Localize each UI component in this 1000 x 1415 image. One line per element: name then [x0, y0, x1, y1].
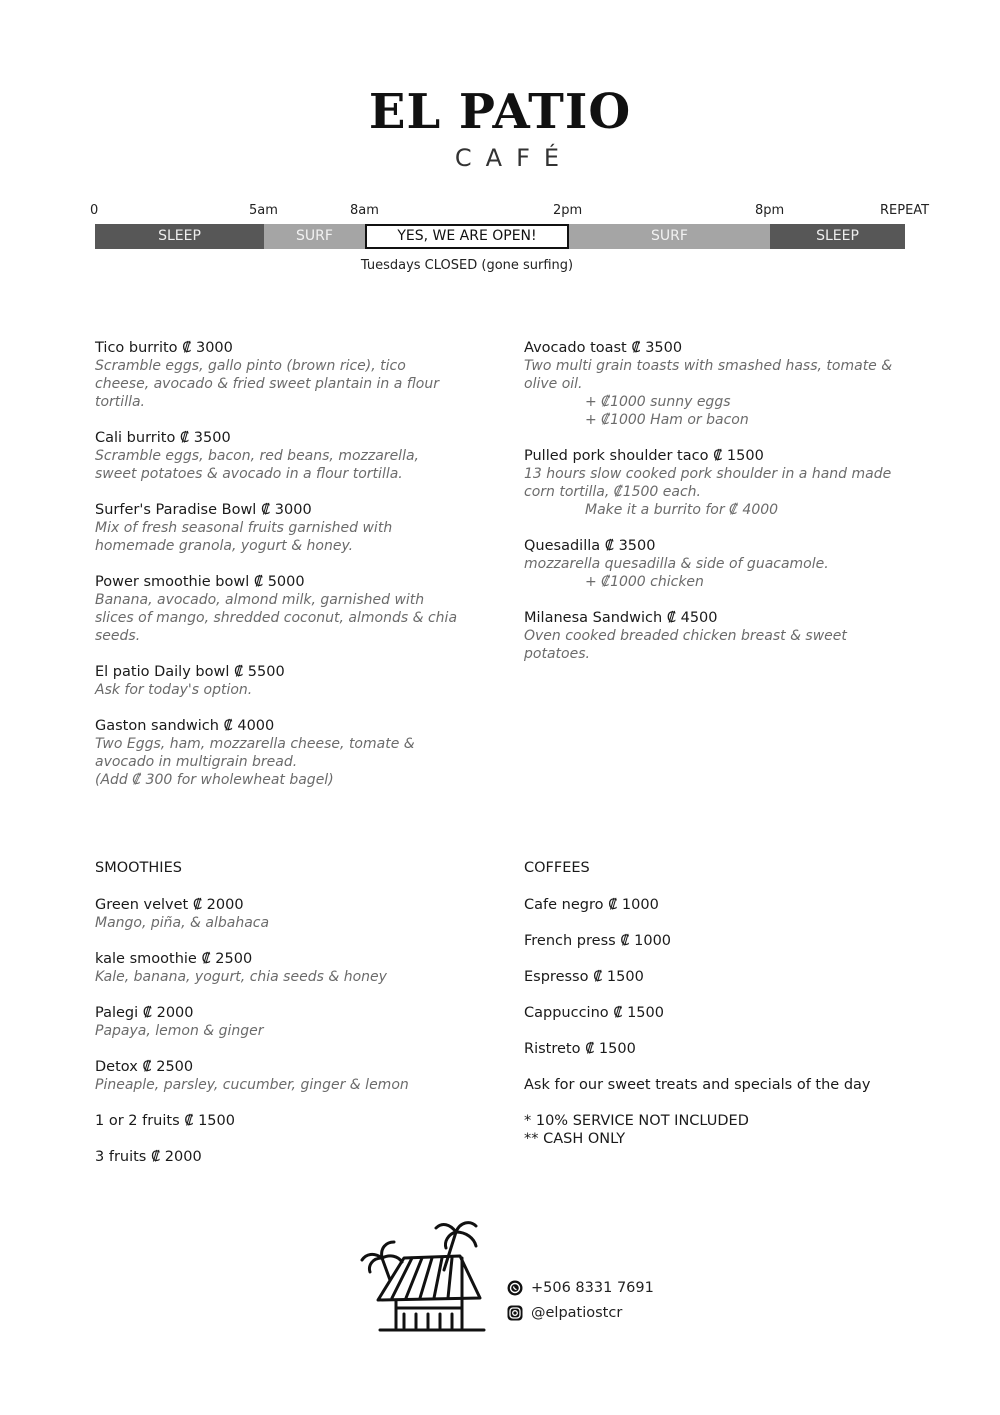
segment-surf-afternoon: SURF — [569, 224, 770, 249]
item-desc: seeds. — [95, 628, 141, 644]
whatsapp-icon — [507, 1280, 523, 1296]
smoothie-item — [95, 1148, 480, 1166]
item-name: Cali burrito ₡ 3500 — [95, 430, 231, 446]
item-name: Milanesa Sandwich ₡ 4500 — [524, 610, 718, 626]
item-name: Green velvet ₡ 2000 — [95, 897, 244, 913]
menu-item — [524, 447, 919, 519]
phone-contact — [507, 1280, 654, 1296]
item-desc: corn tortilla, ₡1500 each. — [524, 484, 701, 500]
smoothie-item — [95, 1112, 480, 1130]
coffees-heading: COFFEES — [524, 860, 590, 876]
item-desc: slices of mango, shredded coconut, almonds & chia — [95, 610, 458, 626]
item-addon: + ₡1000 Ham or bacon — [585, 412, 749, 428]
item-name: Avocado toast ₡ 3500 — [524, 340, 683, 356]
timeline-label-8pm: 8pm — [755, 203, 785, 218]
coffee-item: French press ₡ 1000 — [524, 933, 672, 949]
coffee-item: Cappuccino ₡ 1500 — [524, 1005, 664, 1021]
item-desc: sweet potatoes & avocado in a flour tortilla. — [95, 466, 403, 482]
smoothie-item — [95, 896, 480, 932]
item-name: kale smoothie ₡ 2500 — [95, 951, 253, 967]
item-name: Surfer's Paradise Bowl ₡ 3000 — [95, 502, 312, 518]
item-desc: (Add ₡ 300 for wholewheat bagel) — [95, 772, 334, 788]
item-desc: tortilla. — [95, 394, 145, 410]
menu-item — [95, 339, 480, 411]
phone-number: +506 8331 7691 — [531, 1280, 654, 1296]
instagram-contact — [507, 1305, 622, 1321]
item-desc: Oven cooked breaded chicken breast & sweet — [524, 628, 847, 644]
item-desc: mozzarella quesadilla & side of guacamole. — [524, 556, 829, 572]
beach-hut-icon — [360, 1218, 490, 1336]
item-desc: Two Eggs, ham, mozzarella cheese, tomate & — [95, 736, 415, 752]
schedule-bar — [95, 224, 905, 249]
coffee-item: Espresso ₡ 1500 — [524, 969, 644, 985]
segment-sleep-evening: SLEEP — [770, 224, 905, 249]
smoothie-item — [95, 950, 480, 986]
item-desc: Mango, piña, & albahaca — [95, 915, 270, 931]
smoothie-item — [95, 1058, 480, 1094]
item-name: Palegi ₡ 2000 — [95, 1005, 194, 1021]
item-desc: Banana, avocado, almond milk, garnished with — [95, 592, 425, 608]
item-name: El patio Daily bowl ₡ 5500 — [95, 664, 285, 680]
item-addon: + ₡1000 chicken — [585, 574, 704, 590]
menu-item — [524, 537, 919, 591]
item-desc: Papaya, lemon & ginger — [95, 1023, 264, 1039]
segment-surf-morning: SURF — [264, 224, 365, 249]
instagram-handle: @elpatiostcr — [531, 1305, 623, 1321]
item-desc: Pineaple, parsley, cucumber, ginger & lemon — [95, 1077, 409, 1093]
item-desc: Scramble eggs, bacon, red beans, mozzarella, — [95, 448, 419, 464]
menu-item — [95, 573, 480, 645]
item-name: 3 fruits ₡ 2000 — [95, 1149, 202, 1165]
item-desc: Ask for today's option. — [95, 682, 253, 698]
item-desc: 13 hours slow cooked pork shoulder in a hand made — [524, 466, 892, 482]
instagram-icon — [507, 1305, 523, 1321]
item-desc: Scramble eggs, gallo pinto (brown rice), tico — [95, 358, 406, 374]
timeline-label-repeat: REPEAT — [880, 203, 930, 218]
item-desc: Kale, banana, yogurt, chia seeds & honey — [95, 969, 387, 985]
coffee-item: Cafe negro ₡ 1000 — [524, 897, 659, 913]
menu-item — [524, 339, 919, 429]
menu-item — [95, 663, 480, 699]
smoothie-item — [95, 1004, 480, 1040]
item-name: Pulled pork shoulder taco ₡ 1500 — [524, 448, 764, 464]
item-name: Quesadilla ₡ 3500 — [524, 538, 656, 554]
menu-item — [95, 429, 480, 483]
smoothies-heading: SMOOTHIES — [95, 860, 182, 876]
item-desc: homemade granola, yogurt & honey. — [95, 538, 354, 554]
segment-sleep-night: SLEEP — [95, 224, 264, 249]
item-addon: Make it a burrito for ₡ 4000 — [585, 502, 779, 518]
item-addon: + ₡1000 sunny eggs — [585, 394, 731, 410]
cafe-title: EL PATIO — [368, 84, 632, 140]
timeline-label-8am: 8am — [350, 203, 379, 218]
coffees-section — [524, 859, 919, 1148]
cafe-subtitle: CAFÉ — [454, 144, 574, 172]
timeline-label-2pm: 2pm — [553, 203, 583, 218]
smoothies-section — [95, 859, 480, 1184]
timeline-label-5am: 5am — [249, 203, 278, 218]
service-note: * 10% SERVICE NOT INCLUDED — [524, 1113, 749, 1129]
segment-open-hours: YES, WE ARE OPEN! — [365, 224, 569, 249]
item-desc: olive oil. — [524, 376, 583, 392]
item-name: Gaston sandwich ₡ 4000 — [95, 718, 275, 734]
item-name: Tico burrito ₡ 3000 — [95, 340, 233, 356]
item-desc: Two multi grain toasts with smashed hass, tomate & — [524, 358, 893, 374]
item-name: Detox ₡ 2500 — [95, 1059, 194, 1075]
coffee-item: Ristreto ₡ 1500 — [524, 1041, 636, 1057]
timeline-label-0: 0 — [90, 203, 99, 218]
specials-note: Ask for our sweet treats and specials of the day — [524, 1077, 871, 1093]
menu-item — [95, 717, 480, 789]
item-name: Power smoothie bowl ₡ 5000 — [95, 574, 305, 590]
menu-item — [524, 609, 919, 663]
closed-note: Tuesdays CLOSED (gone surfing) — [360, 258, 574, 273]
item-desc: potatoes. — [524, 646, 590, 662]
item-desc: avocado in multigrain bread. — [95, 754, 298, 770]
item-desc: Mix of fresh seasonal fruits garnished with — [95, 520, 393, 536]
menu-left-column — [95, 339, 480, 807]
menu-item — [95, 501, 480, 555]
menu-right-column — [524, 339, 919, 681]
item-name: 1 or 2 fruits ₡ 1500 — [95, 1113, 235, 1129]
cash-note: ** CASH ONLY — [524, 1131, 626, 1147]
item-desc: cheese, avocado & fried sweet plantain in a flour — [95, 376, 440, 392]
